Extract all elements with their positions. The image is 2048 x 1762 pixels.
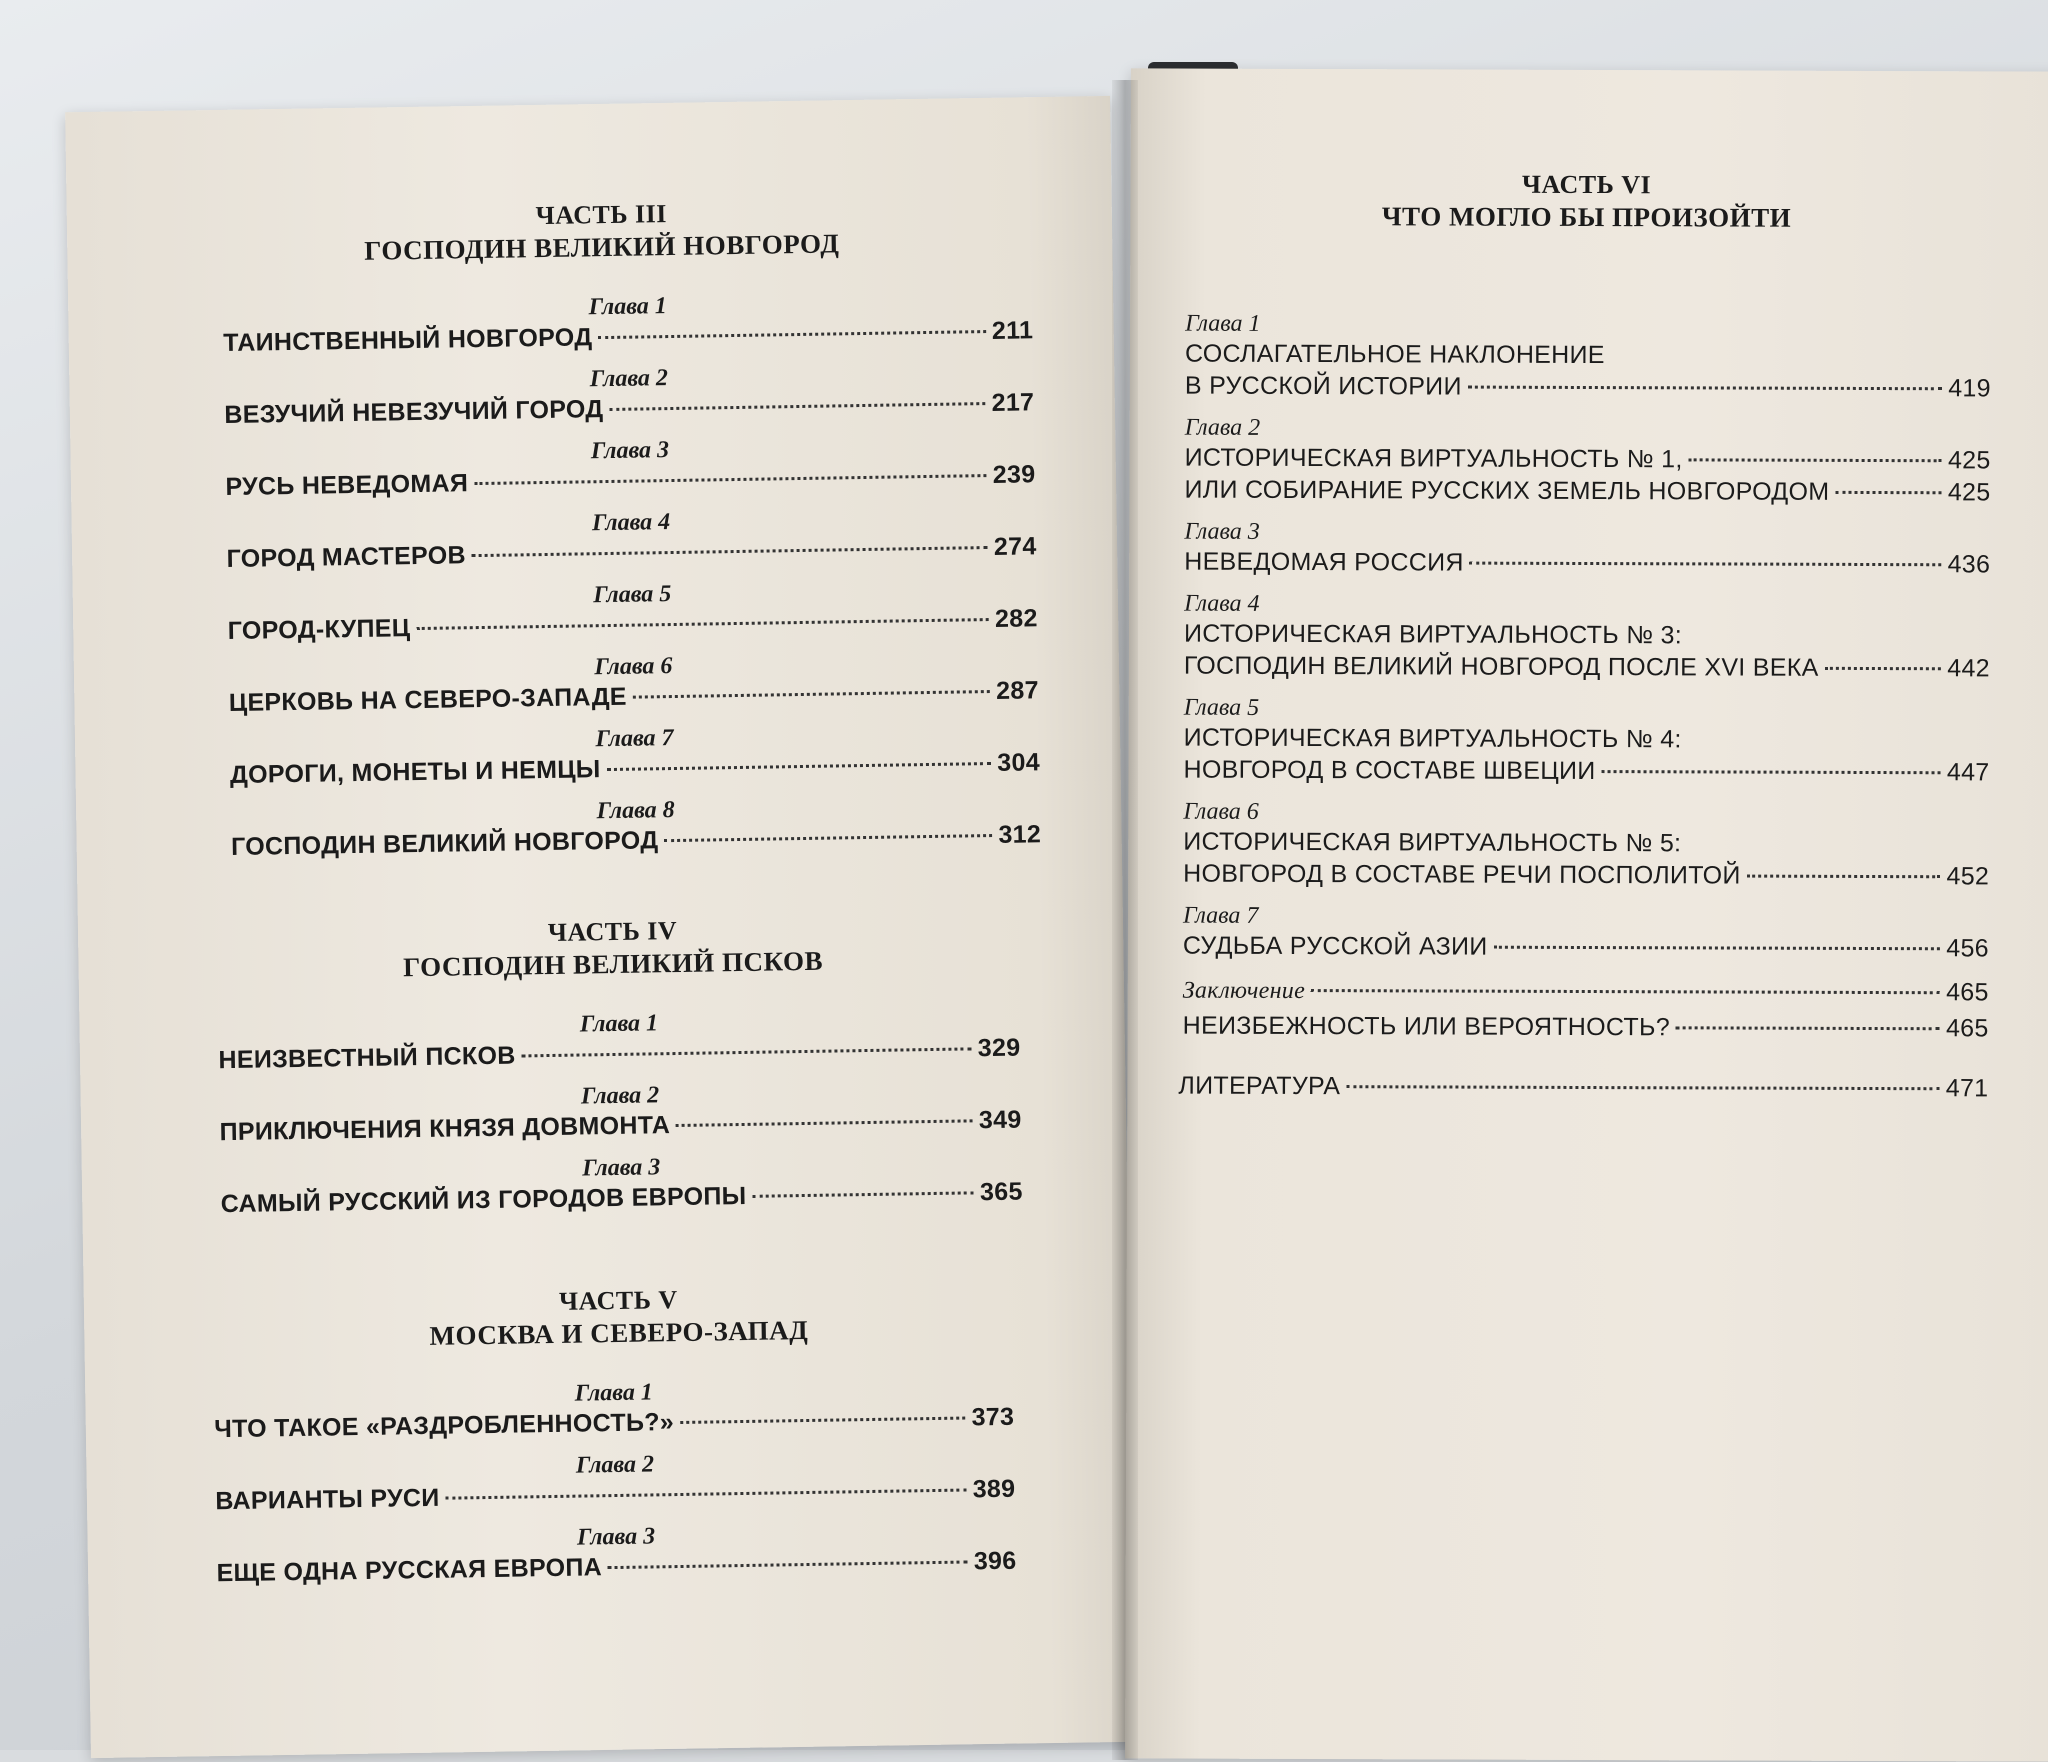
dot-leader [1470,562,1942,567]
toc-entry [1185,310,1991,405]
toc-entry [229,718,1040,791]
chapter-label: Глава 8 [596,797,675,825]
entry-title: НЕВЕДОМАЯ РОССИЯ [1184,547,1464,577]
page-number: 436 [1947,550,1991,579]
entry-title: СОСЛАГАТЕЛЬНОЕ НАКЛОНЕНИЕ [1184,339,1605,370]
chapter-label: Глава 7 [1182,902,1259,929]
entry-title: ПРИКЛЮЧЕНИЯ КНЯЗЯ ДОВМОНТА [219,1111,671,1147]
page-number: 396 [973,1546,1017,1576]
chapter-label: Глава 1 [579,1010,659,1038]
dot-leader [598,330,986,339]
chapter-label: Глава 3 [1184,518,1260,545]
part-section [162,910,1067,1221]
part-title: ЧТО МОГЛО БЫ ПРОИЗОЙТИ [1381,201,1792,233]
page-number: 274 [993,532,1037,561]
dot-leader [446,1489,967,1500]
right-page-contents [1178,169,1991,1105]
page-number: 419 [1948,374,1991,403]
chapter-label: Глава 1 [588,293,667,321]
chapter-label: Глава 1 [1185,310,1261,337]
entry-title: ГОРОД МАСТЕРОВ [226,541,467,574]
toc-entry [219,1076,1022,1149]
toc-line [1185,442,1991,477]
entry-title: ИСТОРИЧЕСКАЯ ВИРТУАЛЬНОСТЬ № 1, [1184,443,1683,474]
entry-title: СУДЬБА РУССКОЙ АЗИИ [1182,931,1488,961]
dot-leader [1602,770,1941,774]
entry-title: ВЕЗУЧИЙ НЕВЕЗУЧИЙ ГОРОД [224,395,604,430]
toc-entry [224,358,1035,431]
dot-leader [609,402,985,411]
dot-leader [633,690,990,699]
entry-title: ВАРИАНТЫ РУСИ [215,1483,440,1516]
dot-leader [1346,1085,1940,1090]
page-number: 373 [971,1402,1015,1432]
toc-entry [230,790,1041,863]
entry-title: РУСЬ НЕВЕДОМАЯ [225,469,469,502]
entry-title: ГОСПОДИН ВЕЛИКИЙ НОВГОРОД ПОСЛЕ XVI ВЕКА [1183,651,1819,682]
part-section [168,1279,1073,1590]
toc-entry [1184,590,1990,685]
dot-leader [676,1119,973,1127]
entry-title: НЕИЗВЕСТНЫЙ ПСКОВ [218,1041,516,1075]
toc-entry [1183,798,1989,893]
toc-entry [228,646,1039,719]
page-number: 465 [1946,978,1989,1007]
dot-leader [680,1417,966,1424]
chapter-label: Глава 5 [1183,694,1260,721]
dot-leader [1468,386,1942,391]
dot-leader [522,1047,972,1057]
entry-title: ГОСПОДИН ВЕЛИКИЙ НОВГОРОД [230,826,659,861]
book-gutter [1112,80,1138,1760]
page-number: 349 [978,1105,1022,1135]
entry-title: ЧТО ТАКОЕ «РАЗДРОБЛЕННОСТЬ?» [214,1408,675,1444]
page-number: 239 [992,460,1036,489]
toc-line [1183,858,1989,893]
part-number: ЧАСТЬ IV [547,915,678,948]
dot-leader [1494,946,1941,951]
page-number: 282 [994,604,1038,633]
dot-leader [664,834,992,842]
entry-title: НОВГОРОД В СОСТАВЕ ШВЕЦИИ [1183,755,1596,786]
toc-entry [1183,902,1989,965]
page-number: 425 [1947,478,1991,507]
toc-entry [1184,414,1990,509]
toc-entry [215,1445,1016,1518]
toc-line [1185,370,1991,405]
dot-leader [608,1560,968,1569]
part-section [1181,169,1991,235]
entry-title: ДОРОГИ, МОНЕТЫ И НЕМЦЫ [229,755,601,789]
toc-entry [1183,974,1989,1045]
chapter-label: Глава 2 [580,1082,660,1110]
toc-line [1183,754,1989,789]
page-number: 452 [1946,862,1990,891]
dot-leader [416,618,989,630]
chapter-label: Глава 3 [582,1154,661,1182]
page-number: 312 [998,820,1042,849]
toc-line [1183,1010,1989,1045]
dot-leader [1835,491,1941,494]
dot-leader [1689,458,1942,462]
entry-title: В РУССКОЙ ИСТОРИИ [1184,371,1462,401]
page-number: 211 [991,316,1034,345]
page-number: 456 [1946,934,1989,963]
part-number: ЧАСТЬ V [558,1285,678,1316]
toc-entry [218,1004,1021,1077]
page-number: 471 [1945,1074,1989,1103]
part-number: ЧАСТЬ III [535,199,668,231]
page-number: 365 [979,1177,1023,1207]
page-number: 389 [972,1474,1016,1504]
entry-title: ИСТОРИЧЕСКАЯ ВИРТУАЛЬНОСТЬ № 5: [1183,827,1682,858]
entry-title: НОВГОРОД В СОСТАВЕ РЕЧИ ПОСПОЛИТОЙ [1183,859,1741,890]
entry-title: ИЛИ СОБИРАНИЕ РУССКИХ ЗЕМЕЛЬ НОВГОРОДОМ [1184,475,1830,506]
chapter-label: Глава 6 [1183,798,1259,825]
toc-entry [216,1517,1017,1590]
literature-entry [1178,1070,1988,1105]
page-number: 425 [1947,446,1991,475]
toc-entry [223,286,1034,359]
chapter-label: Глава 3 [576,1523,656,1551]
chapter-label: Глава 7 [595,725,674,753]
page-number: 442 [1947,654,1990,683]
toc-entry [226,502,1037,575]
chapter-label: Глава 5 [592,581,672,609]
chapter-list [164,1003,1067,1221]
dot-leader [752,1191,974,1197]
page-number: 465 [1945,1014,1989,1043]
entry-title: ЛИТЕРАТУРА [1178,1071,1341,1101]
part-title: МОСКВА И СЕВЕРО-ЗАПАД [429,1314,809,1351]
toc-entry [1183,694,1989,789]
chapter-list [170,1372,1073,1590]
chapter-label-line [1183,974,1989,1009]
page-number: 217 [991,388,1035,417]
entry-title: НЕИЗБЕЖНОСТЬ ИЛИ ВЕРОЯТНОСТЬ? [1182,1011,1670,1042]
page-number: 304 [997,748,1041,777]
toc-entry [214,1373,1015,1446]
entry-title: ГОРОД-КУПЕЦ [227,614,411,646]
page-number: 329 [977,1033,1021,1063]
dot-leader [472,546,988,557]
chapter-list [1179,310,1992,1045]
chapter-label: Глава 6 [594,653,673,681]
entry-title: ИСТОРИЧЕСКАЯ ВИРТУАЛЬНОСТЬ № 4: [1183,723,1682,754]
dot-leader [474,474,987,485]
dot-leader [1825,667,1942,670]
chapter-label: Глава 4 [1184,590,1260,617]
chapter-label: Глава 2 [589,365,669,393]
dot-leader [1676,1026,1940,1030]
entry-title: ЕЩЕ ОДНА РУССКАЯ ЕВРОПА [216,1553,603,1588]
entry-title: ТАИНСТВЕННЫЙ НОВГОРОД [223,323,593,358]
chapter-label: Глава 2 [1184,414,1261,441]
toc-entry [225,430,1036,503]
part-title: ГОСПОДИН ВЕЛИКИЙ НОВГОРОД [364,228,840,266]
dot-leader [1747,875,1941,879]
toc-entry [227,574,1038,647]
chapter-label: Глава 1 [574,1379,654,1407]
toc-entry [1184,518,1990,581]
page-number: 287 [995,676,1040,705]
toc-line [1183,930,1989,965]
toc-entry [220,1148,1023,1221]
entry-title: САМЫЙ РУССКИЙ ИЗ ГОРОДОВ ЕВРОПЫ [220,1181,747,1219]
entry-title: ЦЕРКОВЬ НА СЕВЕРО-ЗАПАДЕ [228,682,628,717]
chapter-label: Глава 3 [590,437,670,465]
toc-line [1184,474,1990,509]
part-number: ЧАСТЬ VI [1521,169,1652,200]
dot-leader [607,762,992,771]
page-number: 447 [1946,758,1990,787]
part-title: ГОСПОДИН ВЕЛИКИЙ ПСКОВ [402,945,824,983]
part-section [151,193,1061,864]
chapter-list [153,286,1062,864]
chapter-label: Глава 4 [591,509,671,537]
chapter-label: Заключение [1182,977,1306,1005]
entry-title: ИСТОРИЧЕСКАЯ ВИРТУАЛЬНОСТЬ № 3: [1183,619,1683,650]
chapter-label: Глава 2 [575,1451,655,1479]
toc-line [1184,650,1990,685]
left-page-contents [151,193,1073,1602]
dot-leader [1311,989,1940,994]
toc-line [1184,546,1990,581]
